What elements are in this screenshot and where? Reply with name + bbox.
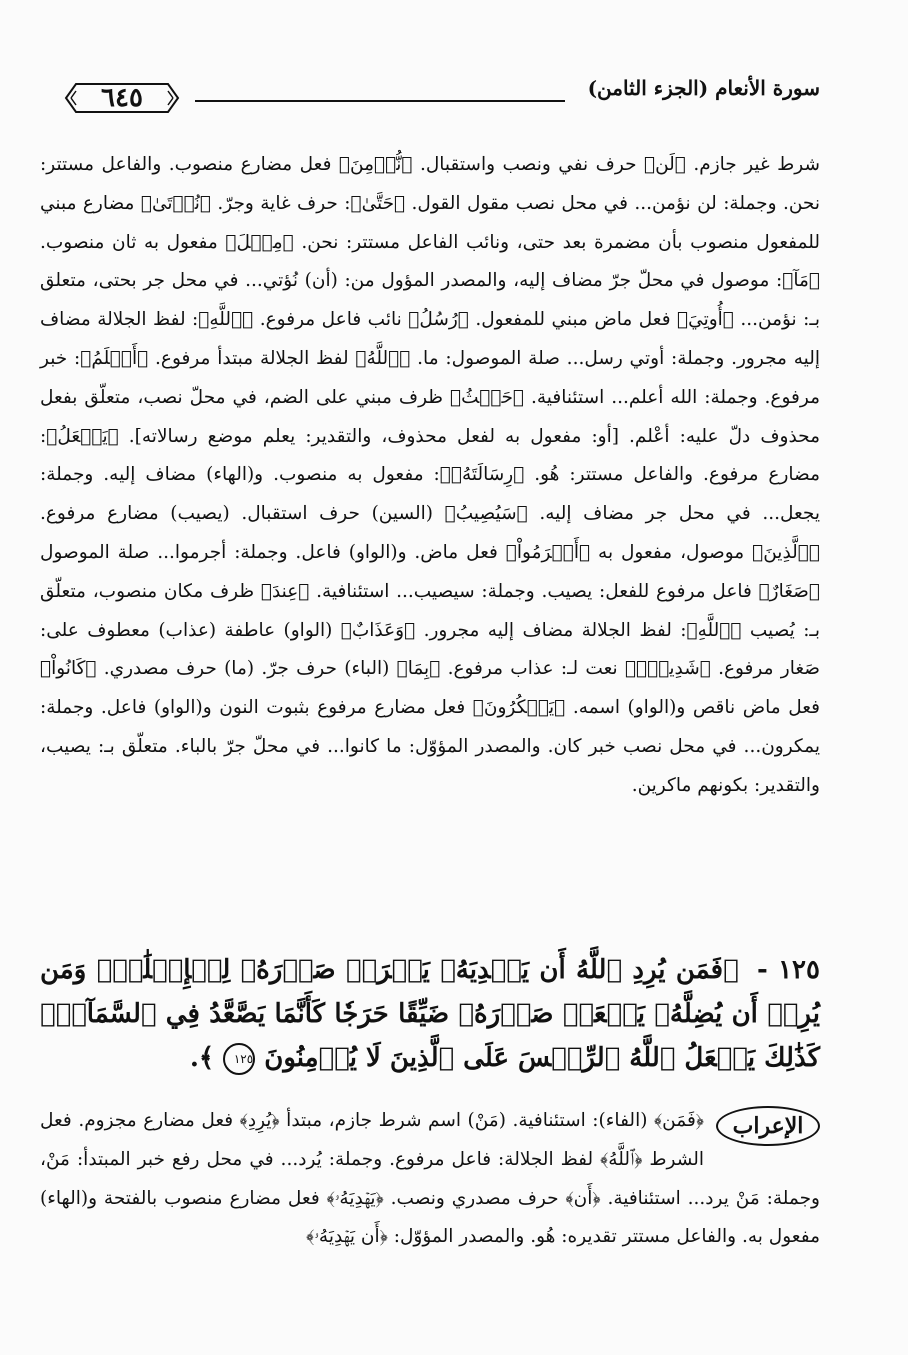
running-title: سورة الأنعام (الجزء الثامن) bbox=[587, 76, 820, 100]
irab-label: الإعراب bbox=[716, 1106, 820, 1146]
page-number: ٦٤٥ bbox=[101, 83, 143, 113]
verse-block bbox=[40, 948, 820, 1080]
header-rule bbox=[195, 100, 565, 102]
page-number-frame bbox=[62, 78, 182, 118]
verse-text: ﴿فَمَن يُرِدِ ٱللَّهُ أَن يَهۡدِيَهُۥ يَشۡرَحۡ صَدۡرَهُۥ لِلۡإِسۡلَٰمِۖ وَمَن يُرِدۡ أَن يُضِلَّهُۥ يَجۡعَلۡ صَدۡرَهُۥ ضَيِّقًا حَرَجٗا كَأَنَّمَا يَصَّعَّدُ فِي ٱلسَّمَآءِۚ كَذَٰلِكَ يَجۡعَلُ ٱللَّهُ ٱلرِّجۡسَ عَلَى ٱلَّذِينَ لَا يُؤۡمِنُونَ bbox=[40, 955, 820, 1073]
verse-number: ١٢٥ - bbox=[757, 955, 820, 985]
commentary-bottom-wrap bbox=[40, 1102, 820, 1257]
commentary-top: شرط غير جازم. ﴿لَن﴾ حرف نفي ونصب واستقبال. ﴿نُّؤۡمِنَ﴾ فعل مضارع منصوب. والفاعل مستتر: نحن. وجملة: لن نؤمن... في محل نصب مقول القول. ﴿حَتَّىٰ﴾: حرف غاية وجرّ. ﴿نُؤۡتَىٰ﴾ مضارع مبني للمفعول منصوب بأن مضمرة بعد حتى، ونائب الفاعل مستتر: نحن. ﴿مِثۡلَ﴾ مفعول به ثان منصوب. ﴿مَآ﴾: موصول في محلّ جرّ مضاف إليه، والمصدر المؤول من: (أن) نُؤتي... في محل جر بحتى، متعلق بـ: نؤمن... ﴿أُوتِيَ﴾ فعل ماض مبني للمفعول. ﴿رُسُلُ﴾ نائب فاعل مرفوع. ﴿ٱللَّهِ﴾: لفظ الجلالة مضاف إليه مجرور. وجملة: أوتي رسل... صلة الموصول: ما. ﴿ٱللَّهُ﴾ لفظ الجلالة مبتدأ مرفوع. ﴿أَعۡلَمُ﴾: خبر مرفوع. وجملة: الله أعلم... استئنافية. ﴿حَيۡثُ﴾ ظرف مبني على الضم، في محلّ نصب، متعلّق بفعل محذوف دلّ عليه: أعْلم. [أو: مفعول به لفعل محذوف، والتقدير: يعلم موضع رسالاته]. ﴿يَجۡعَلُ﴾: مضارع مرفوع. والفاعل مستتر: هُو. ﴿رِسَالَتَهُۥ﴾: مفعول به منصوب. و(الهاء) مضاف إليه. وجملة: يجعل... في محل جر مضاف إليه. ﴿سَيُصِيبُ﴾ (السين) حرف استقبال. (يصيب) مضارع مرفوع. ﴿ٱلَّذِينَ﴾ موصول، مفعول به ﴿أَجۡرَمُواْ﴾ فعل ماض. و(الواو) فاعل. وجملة: أجرموا... صلة الموصول ﴿صَغَارٌ﴾ فاعل مرفوع للفعل: يصيب. وجملة: سيصيب... استئنافية. ﴿عِندَ﴾ ظرف مكان منصوب، متعلّق بـ: يُصيب ﴿ٱللَّهِ﴾: لفظ الجلالة مضاف إليه مجرور. ﴿وَعَذَابٌ﴾ (الواو) عاطفة (عذاب) معطوف على: صَغار مرفوع. ﴿شَدِيدُۢ﴾ نعت لـ: عذاب مرفوع. ﴿بِمَا﴾ (الباء) حرف جرّ. (ما) حرف مصدري. ﴿كَانُواْ﴾ فعل ماض ناقص و(الواو) اسمه. ﴿يَمۡكُرُونَ﴾ فعل مضارع مرفوع بثبوت النون و(الواو) فاعل. وجملة: يمكرون... في محل نصب خبر كان. والمصدر المؤوّل: ما كانوا... في محلّ جرّ بالباء. متعلّق بـ: يصيب، والتقدير: بكونهم ماكرين. bbox=[40, 154, 821, 796]
page-header bbox=[40, 74, 820, 134]
verse-closing: ﴾. bbox=[189, 1043, 215, 1073]
commentary-bottom: ﴿فَمَن﴾ (الفاء): استئنافية. (مَنْ) اسم شرط جازم، مبتدأ ﴿يُرِدِ﴾ فعل مضارع مجزوم. فعل الشرط ﴿ٱللَّهُ﴾ لفظ الجلالة: فاعل مرفوع. وجملة: يُرد... في محل رفع خبر المبتدأ: مَنْ، وجملة: مَنْ يرد... استئنافية. ﴿أَن﴾ حرف مصدري ونصب. ﴿يَهۡدِيَهُۥ﴾ فعل مضارع منصوب بالفتحة و(الهاء) مفعول به. والفاعل مستتر تقديره: هُو. والمصدر المؤوّل: ﴿أَن يَهۡدِيَهُۥ﴾ bbox=[40, 1110, 820, 1248]
ayah-marker-icon: ١٢٥ bbox=[223, 1043, 255, 1075]
